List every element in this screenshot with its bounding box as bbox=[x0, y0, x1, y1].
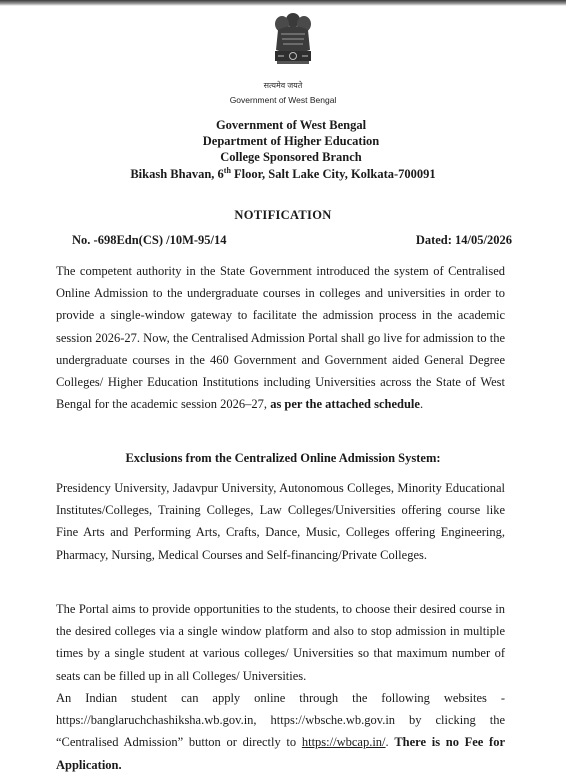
paragraph-introduction: The competent authority in the State Government introduced the system of Centralised Online Admission to the undergraduate courses in colleges and universities in order to provide a single-window gateway to facilitate the admission process in the academic session 2026-27. Now, the Centralised Admission Portal shall go live for admission to the undergraduate courses in the 460 Government and Government aided General Degree Colleges/ Higher Education Institutions including Universities across the State of West Bengal for the academic session 2026–27, as per the attached schedule. bbox=[56, 264, 505, 412]
header-department: Department of Higher Education bbox=[202, 134, 380, 148]
paragraph-exclusions: Presidency University, Jadavpur University, Autonomous Colleges, Minority Educational Institutes/Colleges, Training Colleges, Law Colleges/Universities offering course like Fine Arts and Performing Arts, Crafts, Dance, Music, Colleges offering Engineering, Pharmacy, Nursing, Medical Courses and Self-financing/Private Colleges. bbox=[56, 481, 505, 562]
header-branch: College Sponsored Branch bbox=[220, 150, 362, 164]
wbcap-link[interactable]: https://wbcap.in/ bbox=[301, 735, 386, 750]
reference-number: No. -698Edn(CS) /10M-95/14 bbox=[72, 233, 227, 247]
emblem-caption: Government of West Bengal bbox=[229, 95, 337, 105]
header-address: Bikash Bhavan, 6th Floor, Salt Lake City, Kolkata-700091 bbox=[130, 166, 436, 182]
header-government: Government of West Bengal bbox=[215, 118, 367, 132]
exclusions-heading: Exclusions from the Centralized Online Admission System: bbox=[125, 451, 441, 465]
notification-date: Dated: 14/05/2026 bbox=[415, 233, 512, 247]
paragraph-portal-aims: The Portal aims to provide opportunities to the students, to choose their desired course in the desired colleges via a single window platform and also to stop admission in multiple times by a single student at various colleges/ Universities so that maximum number of seats can be filled up in all Colleges/ Universities. bbox=[56, 602, 505, 683]
paragraph-apply-online: An Indian student can apply online through the following websites - https://banglaruchchashiksha.wb.gov.in, https://wbsche.wb.gov.in by clicking the “Centralised Admission” button or directly to https://wbcap.in/. There is no Fee for Application. bbox=[56, 691, 505, 772]
notification-title: NOTIFICATION bbox=[234, 208, 332, 222]
national-emblem-icon bbox=[268, 10, 318, 78]
emblem-motto: सत्यमेव जयते bbox=[263, 81, 303, 90]
